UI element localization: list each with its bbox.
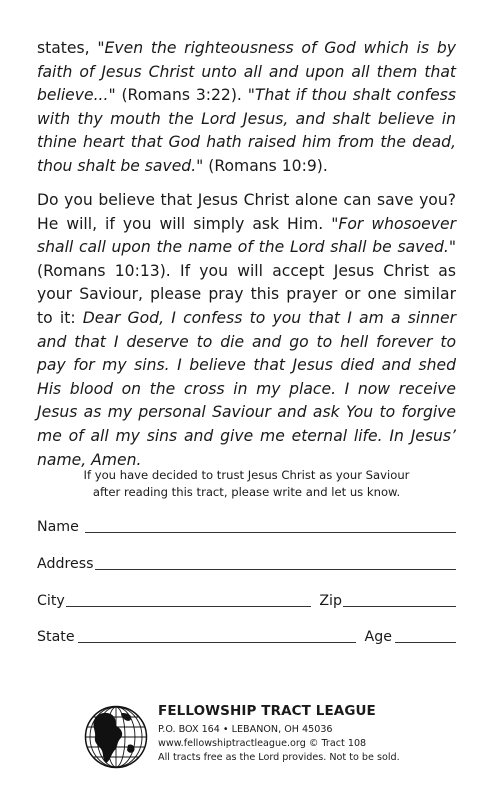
name-blank-line[interactable] <box>85 532 456 533</box>
scripture-quote: "That if thou shalt confess with thy mouth the Lord Jesus, and shalt believe in thine heart that God hath raised him from the dead, thou shalt be saved." <box>37 86 456 175</box>
body-text: Do you believe that Jesus Christ alone can save you? He will, if you will simply ask Him. <box>37 191 456 233</box>
age-label: Age <box>364 629 392 645</box>
state-blank-line[interactable] <box>78 642 356 643</box>
organization-name: FELLOWSHIP TRACT LEAGUE <box>158 703 376 719</box>
body-paragraph-1 <box>37 37 456 179</box>
body-paragraph-2 <box>37 189 456 472</box>
name-label: Name <box>37 519 79 535</box>
city-label: City <box>37 593 65 609</box>
state-label: State <box>37 629 75 645</box>
website-and-tract-number: www.fellowshiptractleague.org © Tract 108 <box>158 738 367 749</box>
invitation-line-1: If you have decided to trust Jesus Christ as your Saviour <box>83 468 410 482</box>
distribution-note: All tracts free as the Lord provides. Not to be sold. <box>158 752 400 763</box>
response-invitation <box>37 467 456 501</box>
scripture-quote: Dear God, I confess to you that I am a sinner and that I deserve to die and go to hell forever to pay for my sins. I believe that Jesus died and shed His blood on the cross in my place. I now receive Jesus as my personal Saviour and ask You to forgive me of all my sins and give me eternal life. In Jesus’ name, Amen. <box>37 308 456 469</box>
globe-icon <box>84 705 148 769</box>
body-text: (Romans 10:13). If you will accept Jesus Christ as your Saviour, please pray this prayer or one similar to it: <box>37 261 456 327</box>
postal-address: P.O. BOX 164 • LEBANON, OH 45036 <box>158 724 333 735</box>
city-blank-line[interactable] <box>66 606 312 607</box>
name-row <box>37 513 456 535</box>
state-age-row <box>37 623 456 645</box>
address-row <box>37 550 456 572</box>
zip-blank-line[interactable] <box>343 606 456 607</box>
publisher-footer <box>84 703 464 773</box>
body-text: states, <box>37 39 98 57</box>
invitation-line-2: after reading this tract, please write and let us know. <box>92 485 401 499</box>
address-blank-line[interactable] <box>95 569 456 570</box>
body-text: (Romans 10:9). <box>203 156 328 175</box>
scripture-quote: "Even the righteousness of God which is by faith of Jesus Christ unto all and upon all them that believe..." <box>37 39 456 105</box>
scripture-quote: "For whosoever shall call upon the name of the Lord shall be saved." <box>37 214 456 257</box>
city-zip-row <box>37 587 456 609</box>
body-text: (Romans 3:22). <box>115 86 248 105</box>
address-label: Address <box>37 556 94 572</box>
age-blank-line[interactable] <box>395 642 456 643</box>
zip-label: Zip <box>319 593 342 609</box>
